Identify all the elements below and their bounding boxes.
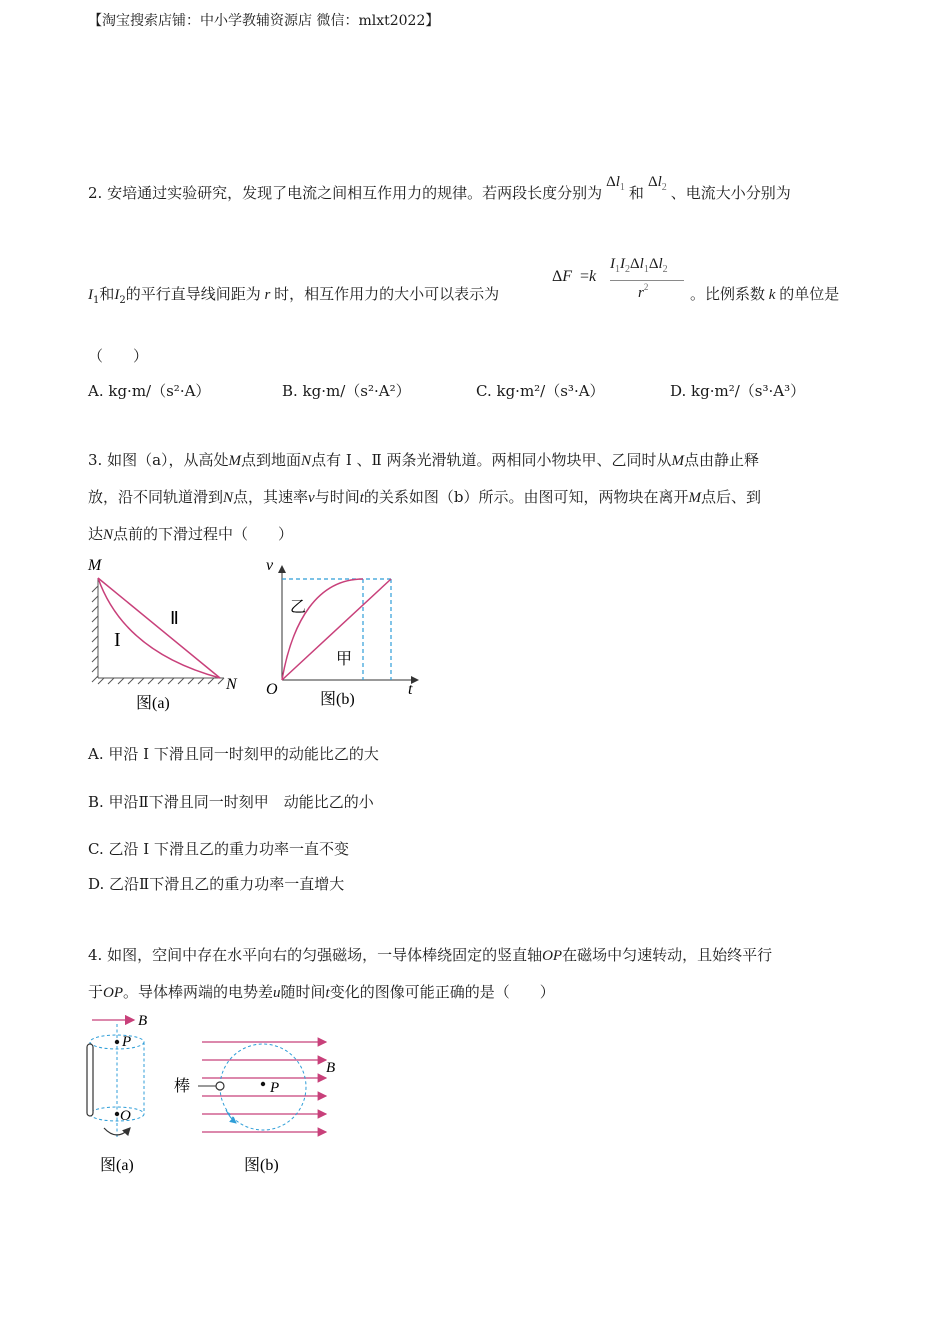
caption-q4-fig-b: 图(b) <box>244 1157 279 1174</box>
delta-l1: $\Delta l_1$ <box>606 174 625 193</box>
track-ii <box>98 578 220 678</box>
q2-option-a: A. kg·m/（s²·A） <box>88 382 211 400</box>
q2-and-2: 和 <box>99 285 115 303</box>
origin-o: O <box>266 681 278 698</box>
q2-option-c: C. kg·m²/（s³·A） <box>476 382 605 400</box>
q2-and: 和 <box>628 184 644 202</box>
caption-fig-a: 图(a) <box>136 695 170 712</box>
q3-option-c: C. 乙沿 I 下滑且乙的重力功率一直不变 <box>88 840 349 858</box>
q2-text-6: 的单位是 <box>779 285 840 303</box>
label-track-i: I <box>114 629 121 651</box>
q2-text-1: 2. 安培通过实验研究，发现了电流之间相互作用力的规律。若两段长度分别为 <box>88 184 603 202</box>
axis-t: t <box>408 681 413 698</box>
delta-l2: $\Delta l_2$ <box>647 174 667 193</box>
q3-line-2: 放，沿不同轨道滑到N点，其速率v与时间t的关系如图（b）所示。由图可知，两物块在离开M点后、到 <box>88 488 762 506</box>
label-yi: 乙 <box>290 599 307 616</box>
q4-line-2: 于OP。导体棒两端的电势差u随时间t变化的图像可能正确的是（ ） <box>88 983 555 1001</box>
q2-line-2-end: 。比例系数 k 的单位是 <box>690 285 840 303</box>
label-rod: 棒 <box>174 1078 191 1095</box>
label-jia: 甲 <box>336 651 353 668</box>
label-b-b: B <box>326 1060 336 1076</box>
label-m: M <box>88 557 102 574</box>
label-p-b: P <box>270 1080 280 1096</box>
conductor-rod <box>87 1044 93 1116</box>
q2-text-3: 的平行直导线间距为 <box>125 285 261 303</box>
q2-answer-paren: （ ） <box>88 347 149 365</box>
q3-figure-b <box>262 552 432 714</box>
label-b-a: B <box>138 1013 148 1029</box>
q2-line-1 <box>88 174 791 210</box>
q3-figure-a <box>84 552 254 714</box>
caption-q4-fig-a: 图(a) <box>100 1157 134 1174</box>
q3-line-1: 3. 如图（a），从高处M点到地面N点有 Ⅰ 、Ⅱ 两条光滑轨道。两相同小物块甲、乙同时从M点由静止释 <box>88 451 760 469</box>
q2-text-2: 、电流大小分别为 <box>670 184 791 202</box>
axis-v: v <box>266 557 274 574</box>
q3-option-d: D. 乙沿Ⅱ下滑且乙的重力功率一直增大 <box>88 875 345 893</box>
force-formula: ΔF =k $I_1I_2\Delta l_1\Delta l_2$ $r^2$ <box>552 262 692 306</box>
q3-line-3: 达N点前的下滑过程中（ ） <box>88 525 294 543</box>
caption-fig-b: 图(b) <box>320 691 355 708</box>
rod-end <box>216 1082 224 1090</box>
q2-text-4: 时，相互作用力的大小可以表示为 <box>274 285 500 303</box>
q2-text-5: 。比例系数 <box>690 285 766 303</box>
q2-option-d: D. kg·m²/（s³·A³） <box>670 382 806 400</box>
q2-option-b: B. kg·m/（s²·A²） <box>282 382 411 400</box>
q4-line-1: 4. 如图，空间中存在水平向右的匀强磁场，一导体棒绕固定的竖直轴OP在磁场中匀速转动，且始终平行 <box>88 946 773 964</box>
q3-option-b: B. 甲沿Ⅱ下滑且同一时刻甲 动能比乙的小 <box>88 793 374 811</box>
label-o-a: O <box>120 1108 131 1124</box>
q4-figure-b <box>168 1030 348 1180</box>
label-track-ii: Ⅱ <box>170 608 179 628</box>
q4-figure-a <box>82 1010 172 1180</box>
label-n: N <box>226 676 237 693</box>
q2-line-2: $I_1$和$I_2$的平行直导线间距为 r 时，相互作用力的大小可以表示为 <box>88 285 500 306</box>
label-p-a: P <box>122 1034 132 1050</box>
q3-option-a: A. 甲沿 I 下滑且同一时刻甲的动能比乙的大 <box>88 745 379 763</box>
header-watermark: 【淘宝搜索店铺：中小学教辅资源店 微信：mlxt2022】 <box>88 13 440 29</box>
